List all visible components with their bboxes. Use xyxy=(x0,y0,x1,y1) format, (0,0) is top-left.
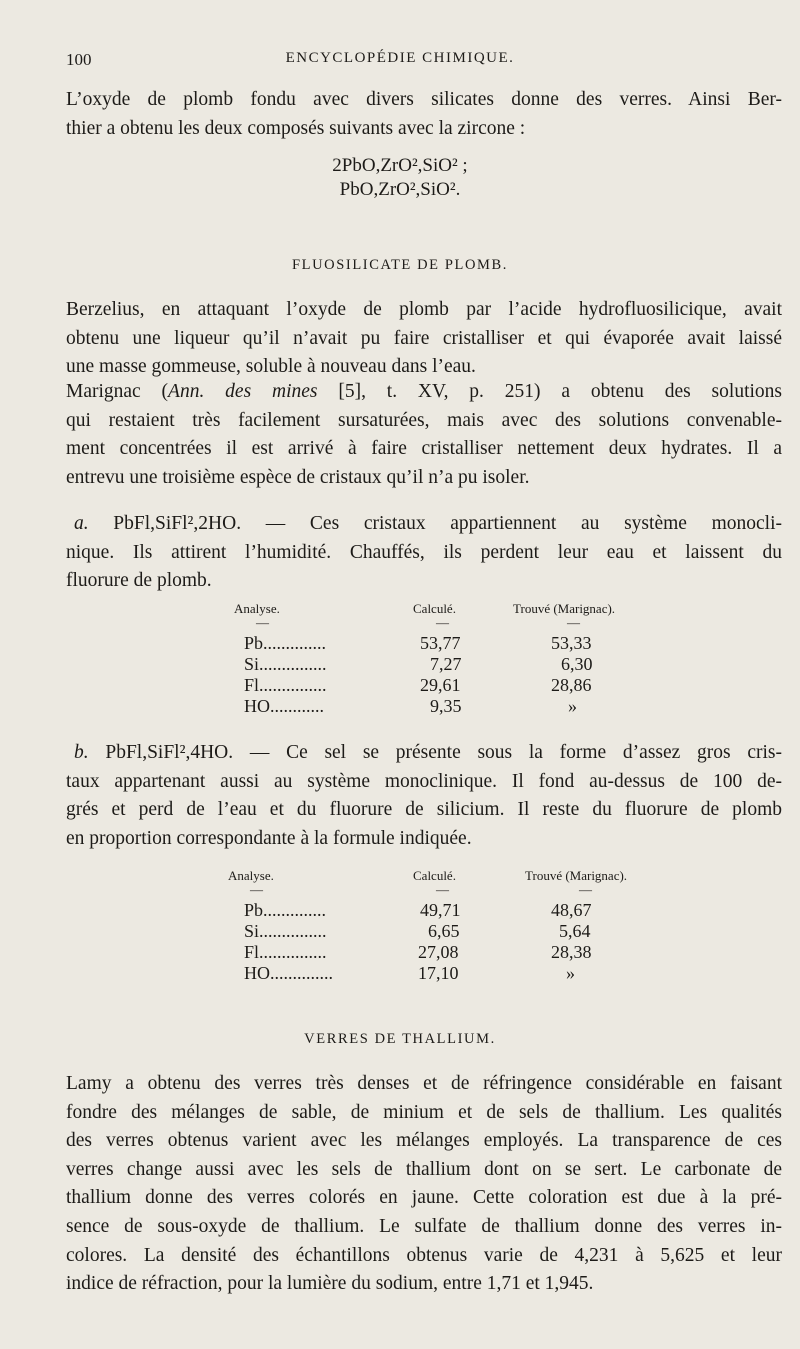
col-header-calc: Calculé. xyxy=(413,868,456,883)
intro-paragraph xyxy=(66,86,782,143)
item-label: a. xyxy=(74,513,89,534)
hydrate-formula: PbFl,SiFl²,4HO. xyxy=(105,742,234,763)
found-cell: 5,64 xyxy=(559,921,591,941)
text-line: ment concentrées il est arrivé à faire cristalliser nettement deux hydrates. Il a xyxy=(66,438,782,460)
dot-leader: ............... xyxy=(259,942,327,962)
element-cell: HO xyxy=(244,963,270,983)
text-line: qui restaient très facilement sursaturées, mais avec des solutions convenable- xyxy=(66,409,782,431)
text-line: en proportion correspondante à la formule indiquée. xyxy=(66,827,472,849)
section-heading: VERRES DE THALLIUM. xyxy=(304,1031,496,1047)
text-fragment: — Ces cristaux appartiennent au système monocli- xyxy=(241,513,782,534)
element-cell: Pb xyxy=(244,633,264,653)
text-line: sence de sous-oxyde de thallium. Le sulfate de thallium donne des verres in- xyxy=(66,1215,782,1237)
found-cell: 28,38 xyxy=(551,942,592,962)
col-header-found: Trouvé (Marignac). xyxy=(513,601,616,616)
col-header-found: Trouvé (Marignac). xyxy=(525,868,628,883)
table-row xyxy=(244,921,327,942)
text-line: entrevu une troisième espèce de cristaux qu’il n’a pu isoler. xyxy=(66,466,530,488)
dash-separator: — xyxy=(436,882,449,897)
element-cell: Fl xyxy=(244,942,260,962)
found-cell: » xyxy=(566,963,575,983)
dot-leader: ............... xyxy=(259,675,327,695)
calc-cell: 7,27 xyxy=(430,654,462,674)
table-row xyxy=(244,654,327,675)
hydrate-a-paragraph xyxy=(66,510,782,596)
found-cell: 28,86 xyxy=(551,675,592,695)
formula-line xyxy=(0,154,800,178)
dash-separator: — xyxy=(436,615,449,630)
text-line: Marignac (Ann. des mines [5], t. XV, p. 251) a obtenu des solutions xyxy=(66,381,782,402)
text-line: verres change aussi avec les sels de thallium dont on se sert. Le carbonate de xyxy=(66,1158,782,1180)
calc-cell: 6,65 xyxy=(428,921,460,941)
element-cell: Pb xyxy=(244,900,264,920)
calc-cell: 49,71 xyxy=(420,900,461,920)
dash-separator: — xyxy=(579,882,592,897)
element-cell: Si xyxy=(244,921,260,941)
table-row xyxy=(244,942,327,963)
text-line: Berzelius, en attaquant l’oxyde de plomb par l’acide hydrofluosilicique, avait xyxy=(66,299,782,320)
thallium-paragraph xyxy=(66,1070,782,1299)
page-number: 100 xyxy=(66,50,92,69)
text-line: grés et perd de l’eau et du fluorure de silicium. Il reste du fluorure de plomb xyxy=(66,799,782,821)
col-header-analysis: Analyse. xyxy=(234,601,280,616)
table-row xyxy=(244,675,327,696)
table-row xyxy=(244,696,324,717)
text-line: Lamy a obtenu des verres très denses et de réfringence considérable en faisant xyxy=(66,1073,782,1094)
calc-cell: 27,08 xyxy=(418,942,459,962)
element-cell: HO xyxy=(244,696,270,716)
marignac-paragraph xyxy=(66,378,782,492)
text-line: des verres obtenus varient avec les mélanges employés. La transparence de ces xyxy=(66,1130,782,1152)
dot-leader: .............. xyxy=(270,963,333,983)
found-cell: » xyxy=(568,696,577,716)
text-line: thier a obtenu les deux composés suivants avec la zircone : xyxy=(66,117,526,139)
text-line: thallium donne des verres colorés en jaune. Cette coloration est due à la pré- xyxy=(66,1187,782,1209)
element-cell: Fl xyxy=(244,675,260,695)
zircone-compound-1: 2PbO,ZrO²,SiO² ; xyxy=(332,155,468,176)
item-label: b. xyxy=(74,742,89,763)
col-header-analysis: Analyse. xyxy=(228,868,274,883)
dot-leader: ............... xyxy=(259,921,327,941)
running-title: ENCYCLOPÉDIE CHIMIQUE. xyxy=(285,50,515,66)
journal-reference: Ann. des mines xyxy=(168,381,318,402)
text-line: L’oxyde de plomb fondu avec divers silicates donne des verres. Ainsi Ber- xyxy=(66,89,782,110)
section-heading: FLUOSILICATE DE PLOMB. xyxy=(291,257,509,273)
dot-leader: .............. xyxy=(263,633,327,653)
calc-cell: 9,35 xyxy=(430,696,462,716)
dot-leader: ............ xyxy=(270,696,324,716)
table-row xyxy=(244,633,326,654)
table-row xyxy=(244,900,326,921)
calc-cell: 17,10 xyxy=(418,963,459,983)
dot-leader: .............. xyxy=(263,900,327,920)
text-line: une masse gommeuse, soluble à nouveau dans l’eau. xyxy=(66,356,476,378)
zircone-compound-2: PbO,ZrO²,SiO². xyxy=(339,179,461,200)
hydrate-b-paragraph xyxy=(66,739,782,853)
found-cell: 53,33 xyxy=(551,633,592,653)
dot-leader: ............... xyxy=(259,654,327,674)
text-line: taux appartenant aussi au système monoclinique. Il fond au-dessus de 100 de- xyxy=(66,770,782,792)
text-line: obtenu une liqueur qu’il n’avait pu faire cristalliser et qui évaporée avait laissé xyxy=(66,327,782,349)
text-line xyxy=(66,510,782,539)
text-line: colores. La densité des échantillons obtenus varie de 4,231 à 5,625 et leur xyxy=(66,1244,782,1266)
text-fragment: — Ce sel se présente sous la forme d’assez gros cris- xyxy=(233,742,782,763)
calc-cell: 29,61 xyxy=(420,675,461,695)
dash-separator: — xyxy=(250,882,263,897)
element-cell: Si xyxy=(244,654,260,674)
col-header-calc: Calculé. xyxy=(413,601,456,616)
text-line: nique. Ils attirent l’humidité. Chauffés, ils perdent leur eau et laissent du xyxy=(66,541,782,563)
hydrate-formula: PbFl,SiFl²,2HO. xyxy=(113,513,242,534)
text-line: indice de réfraction, pour la lumière du sodium, entre 1,71 et 1,945. xyxy=(66,1273,594,1295)
calc-cell: 53,77 xyxy=(420,633,461,653)
text-line: fondre des mélanges de sable, de minium et de sels de thallium. Les qualités xyxy=(66,1101,782,1123)
dash-separator: — xyxy=(567,615,580,630)
table-row xyxy=(244,963,333,984)
found-cell: 48,67 xyxy=(551,900,592,920)
berzelius-paragraph xyxy=(66,296,782,382)
text-line xyxy=(66,739,782,768)
formula-line xyxy=(0,178,800,202)
text-line: fluorure de plomb. xyxy=(66,570,212,592)
found-cell: 6,30 xyxy=(561,654,593,674)
dash-separator: — xyxy=(256,615,269,630)
